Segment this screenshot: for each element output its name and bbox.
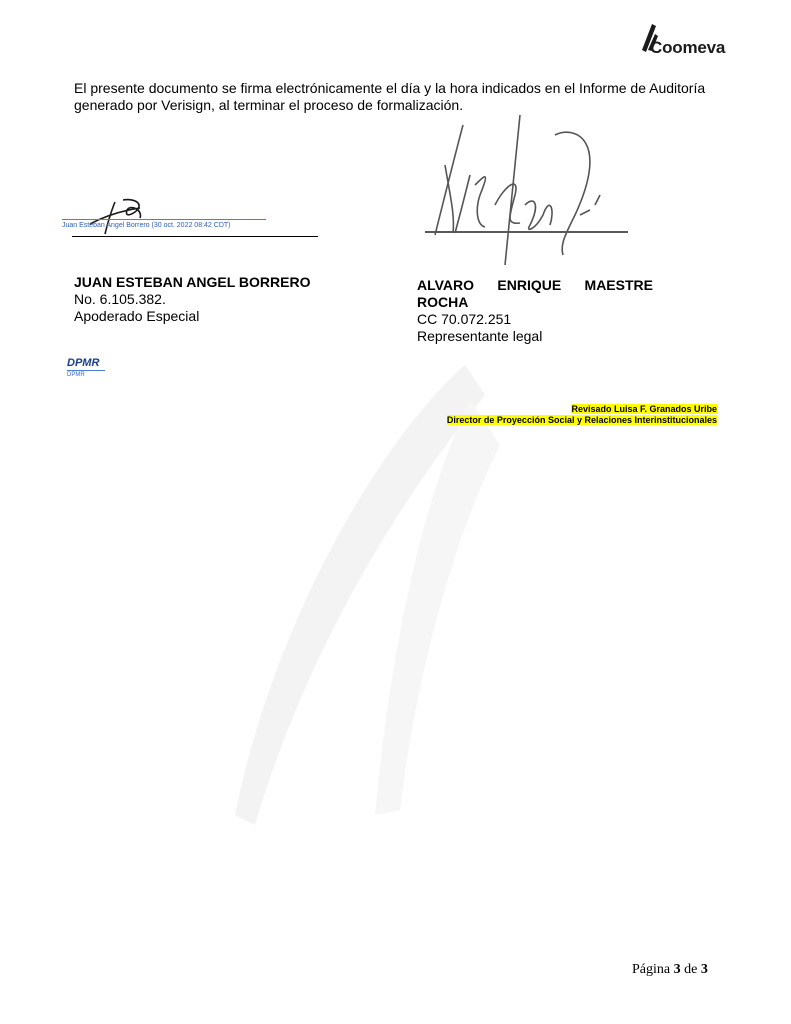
initials-mark: DPMR [67,357,105,371]
page-middle: de [680,962,701,977]
signature-stamp: Juan Esteban Angel Borrero (30 oct. 2022 08:42 CDT) [62,222,231,229]
page-total: 3 [700,962,708,977]
signatory-left-block [74,274,310,325]
signatory-left-id: No. 6.105.382. [74,291,166,307]
signatory-right-role: Representante legal [417,328,543,344]
signatory-right-id: CC 70.072.251 [417,311,512,327]
brand-name: Coomeva [650,38,726,57]
signatory-right-name-line2: ROCHA [417,294,469,310]
review-line-2: Director de Proyección Social y Relaciones Interinstitucionales [446,415,717,425]
intro-paragraph: El presente documento se firma electrónicamente el día y la hora indicados en el Informe de Auditoría generado por Verisign, al terminar el proceso de formalización. [74,80,706,113]
review-line-1: Revisado Luisa F. Granados Uribe [571,404,717,414]
signatory-right-name-line1 [417,277,653,294]
initials-small: DPMR [67,372,85,378]
signature-left [85,196,155,236]
review-note [447,404,717,426]
page-prefix: Página [632,962,674,977]
signatory-left-name: JUAN ESTEBAN ANGEL BORRERO [74,274,311,290]
signatory-right-block [417,277,653,345]
signature-stamp-line [62,219,266,220]
signature-line-left [72,236,318,237]
signature-right [425,115,630,265]
name-word: ALVARO [417,277,475,293]
name-word: MAESTRE [584,277,653,293]
signatory-left-role: Apoderado Especial [74,308,200,324]
page-number [632,962,708,978]
name-word: ENRIQUE [497,277,562,293]
page-current: 3 [673,962,681,977]
